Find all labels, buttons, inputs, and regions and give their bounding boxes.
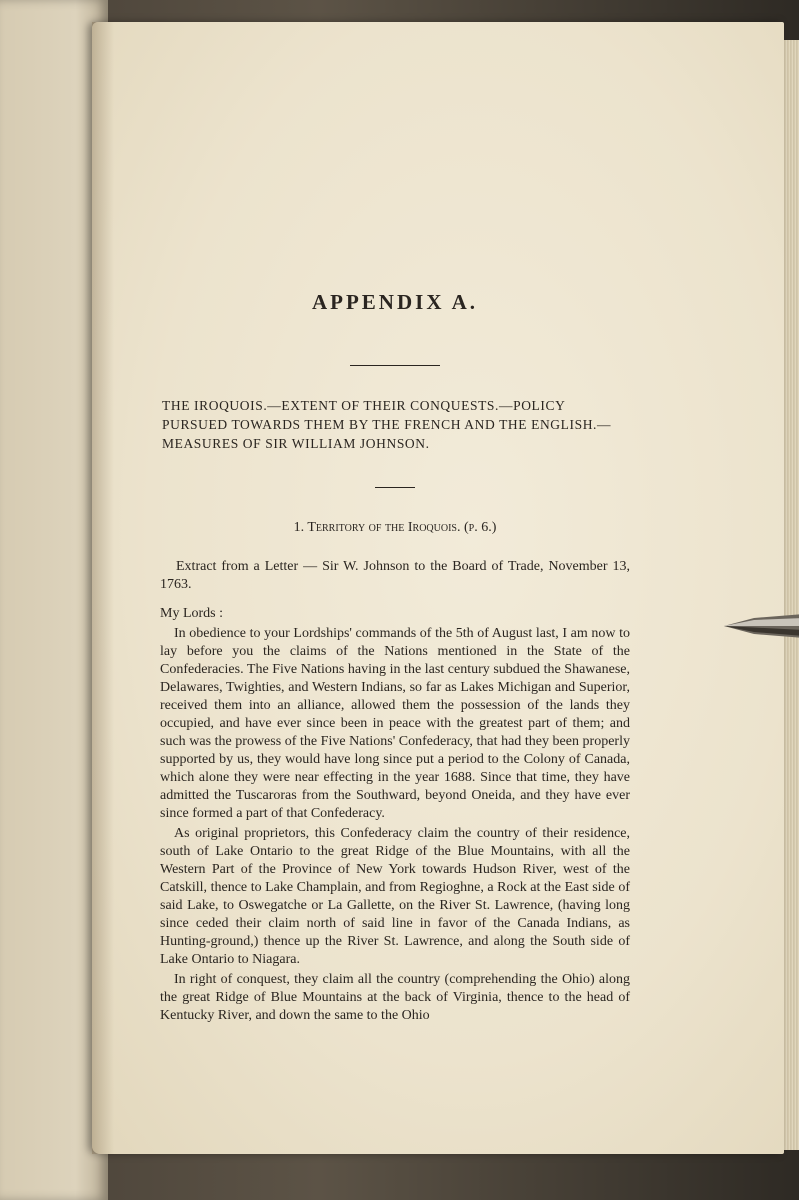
page-content — [160, 290, 630, 1025]
appendix-subheading: THE IROQUOIS.—EXTENT OF THEIR CONQUESTS.—POLICY PURSUED TOWARDS THEM BY THE FRENCH AND THE ENGLISH.—MEASURES OF SIR WILLIAM JOHNSON. — [162, 398, 612, 451]
section-title: 1. Territory of the Iroquois. (p. 6.) — [293, 520, 497, 535]
appendix-heading: APPENDIX A. — [311, 290, 478, 314]
letter-salutation: My Lords : — [160, 606, 223, 621]
page-gutter-shadow — [92, 22, 114, 1154]
letter-paragraph: In right of conquest, they claim all the country (comprehending the Ohio) along the great Ridge of Blue Mountains at the back of Virginia, thence to the head of Kentucky River, and down the same to the Ohio — [160, 972, 630, 1023]
letter-paragraph: As original proprietors, this Confederacy claim the country of their residence, south of Lake Ontario to the great Ridge of the Blue Mountains, with all the Western Part of the Province of New York towards Hudson River, west of the Catskill, thence to Lake Champlain, and from Regioghne, a Rock at the East side of said Lake, to Oswegatche or La Gallette, on the River St. Lawrence, (having long since ceded their claim north of said line in favor of the Canada Indians, as Hunting-ground,) thence up the River St. Lawrence, and along the South side of Lake Ontario to Niagara. — [160, 826, 630, 967]
pen-tip-icon — [724, 608, 799, 644]
letter-intro: Extract from a Letter — Sir W. Johnson to the Board of Trade, November 13, 1763. — [160, 559, 630, 592]
subheading-rule — [375, 487, 415, 488]
heading-rule — [350, 365, 440, 366]
letter-paragraph: In obedience to your Lordships' commands of the 5th of August last, I am now to lay before you the claims of the Nations mentioned in the State of the Confederacies. The Five Nations having in the last century subdued the Shawanese, Delawares, Twighties, and Western Indians, so far as Lakes Michigan and Superior, received them into an alliance, allowed them the possession of the lands they occupied, and have ever since been in peace with the greatest part of them; and such was the prowess of the Five Nations' Confederacy, that had they been properly supported by us, they would have long since put a period to the Colony of Canada, which alone they were near effecting in the year 1688. Since that time, they have admitted the Tuscaroras from the Southward, beyond Oneida, and they have ever since formed a part of that Confederacy. — [160, 626, 630, 821]
